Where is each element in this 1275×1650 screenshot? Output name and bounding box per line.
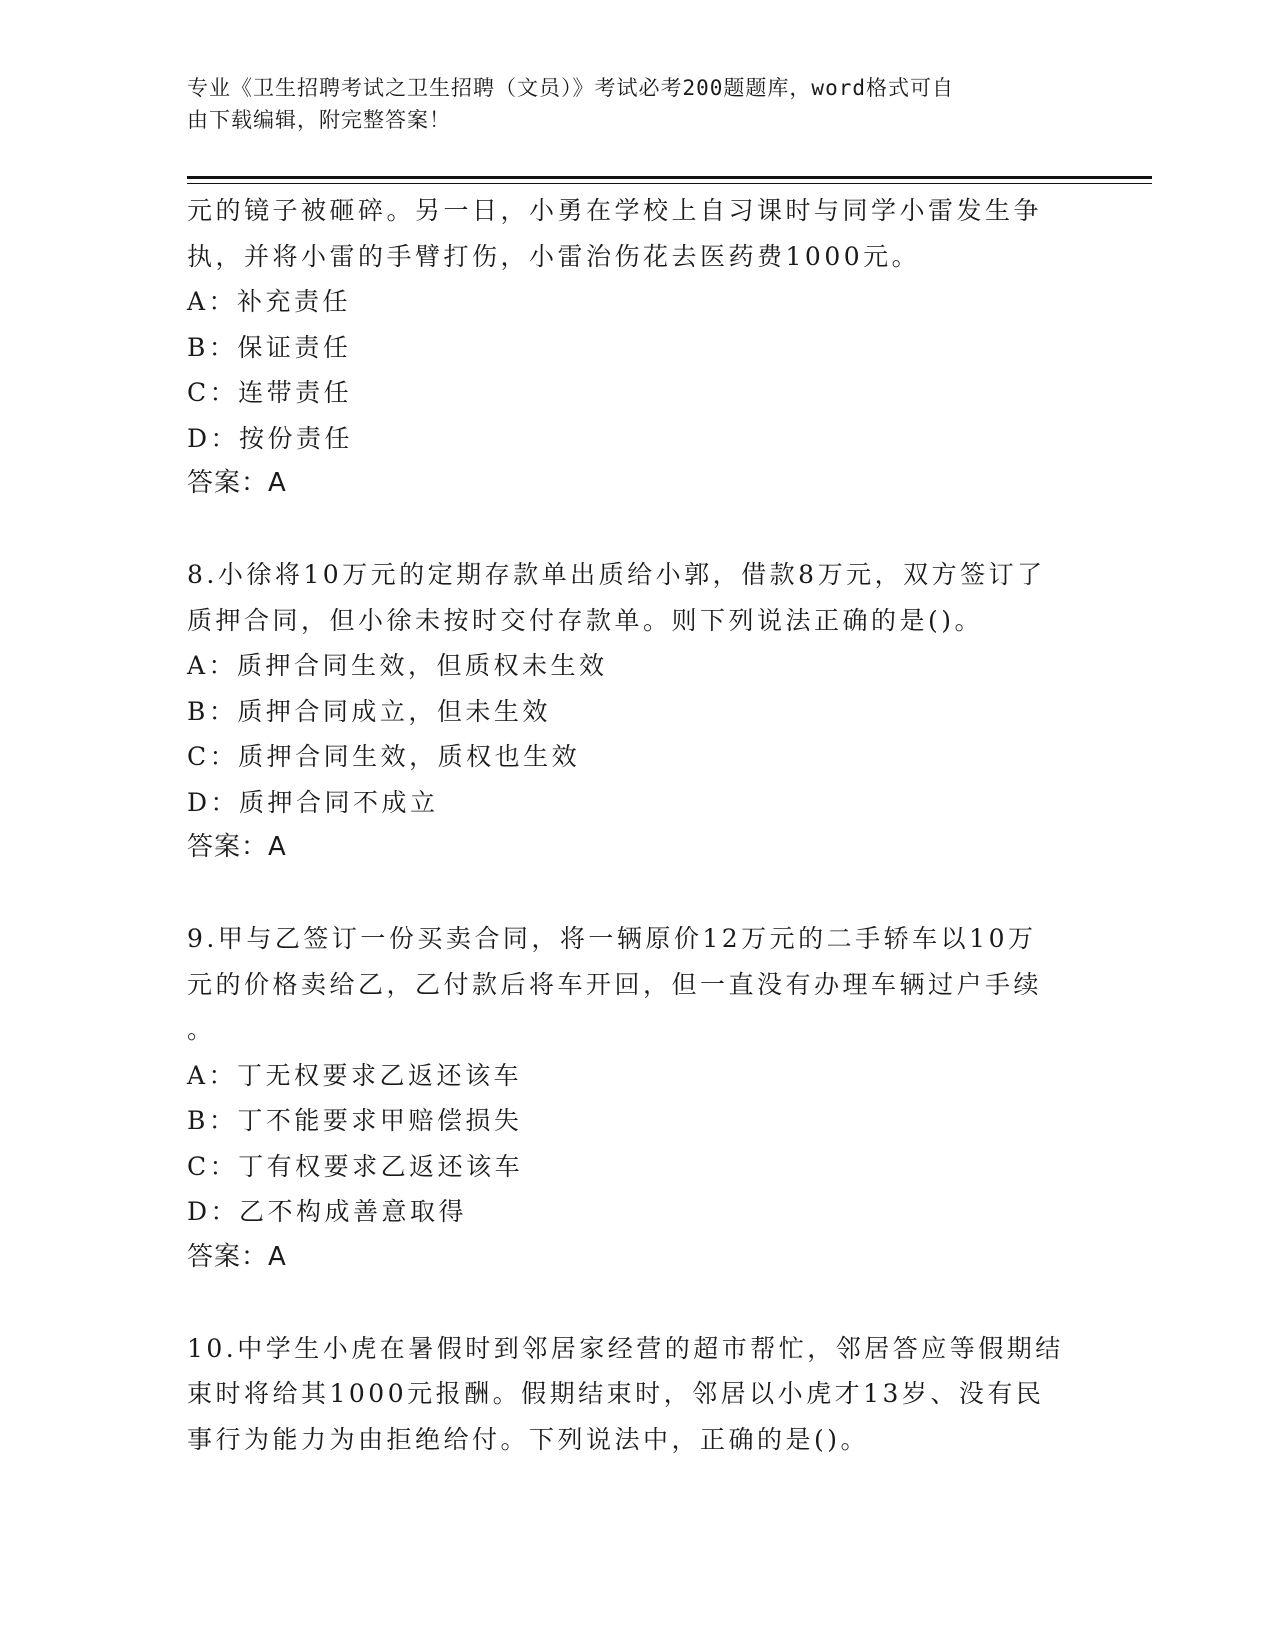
question-10 xyxy=(187,1326,1087,1463)
question-8-answer: 答案：A xyxy=(187,832,287,862)
question-9-option-d: D：乙不构成善意取得 xyxy=(187,1197,468,1226)
question-9-stem-line-1: 9.甲与乙签订一份买卖合同，将一辆原价12万元的二手轿车以10万 xyxy=(187,924,1037,953)
question-10-stem-line-1: 10.中学生小虎在暑假时到邻居家经营的超市帮忙，邻居答应等假期结 xyxy=(187,1333,1064,1363)
question-7-option-a: A：补充责任 xyxy=(187,287,352,316)
question-7-option-d: D：按份责任 xyxy=(187,423,354,453)
question-9-stem-line-2: 元的价格卖给乙，乙付款后将车开回，但一直没有办理车辆过户手续 xyxy=(187,969,1043,999)
document-body xyxy=(187,188,1087,1462)
question-9 xyxy=(187,916,1087,1280)
question-8-stem-line-1: 8.小徐将10万元的定期存款单出质给小郭，借款8万元，双方签订了 xyxy=(187,560,1046,589)
header-line-2: 由下载编辑，附完整答案！ xyxy=(187,108,451,132)
question-spacer xyxy=(187,871,1087,917)
question-9-stem-line-3: 。 xyxy=(187,1015,216,1044)
question-8-option-d: D：质押合同不成立 xyxy=(187,787,439,817)
question-8-option-b: B：质押合同成立，但未生效 xyxy=(187,696,551,726)
question-9-option-c: C：丁有权要求乙返还该车 xyxy=(187,1151,524,1181)
question-8 xyxy=(187,552,1087,871)
question-8-option-c: C：质押合同生效，质权也生效 xyxy=(187,742,581,771)
question-10-stem-line-3: 事行为能力为由拒绝给付。下列说法中，正确的是()。 xyxy=(187,1424,870,1454)
header-divider-thick xyxy=(187,176,1152,179)
question-spacer xyxy=(187,1280,1087,1326)
question-10-stem-line-2: 束时将给其1000元报酬。假期结束时，邻居以小虎才13岁、没有民 xyxy=(187,1379,1045,1408)
header-divider-thin xyxy=(187,183,1152,184)
header-line-1: 专业《卫生招聘考试之卫生招聘（文员）》考试必考200题题库，word格式可自 xyxy=(187,76,954,100)
question-spacer xyxy=(187,507,1087,553)
question-9-option-a: A：丁无权要求乙返还该车 xyxy=(187,1060,523,1090)
question-7-stem-line-2: 执，并将小雷的手臂打伤，小雷治伤花去医药费1000元。 xyxy=(187,241,921,271)
question-9-option-b: B：丁不能要求甲赔偿损失 xyxy=(187,1106,523,1135)
document-header xyxy=(187,72,1087,136)
question-9-answer: 答案：A xyxy=(187,1241,287,1272)
question-8-option-a: A：质押合同生效，但质权未生效 xyxy=(187,651,608,680)
question-7-answer: 答案：A xyxy=(187,468,287,498)
question-7-option-c: C：连带责任 xyxy=(187,378,353,407)
question-8-stem-line-2: 质押合同，但小徐未按时交付存款单。则下列说法正确的是()。 xyxy=(187,605,984,635)
question-7 xyxy=(187,188,1087,507)
question-7-stem-line-1: 元的镜子被砸碎。另一日，小勇在学校上自习课时与同学小雷发生争 xyxy=(187,196,1043,225)
question-7-option-b: B：保证责任 xyxy=(187,332,352,362)
